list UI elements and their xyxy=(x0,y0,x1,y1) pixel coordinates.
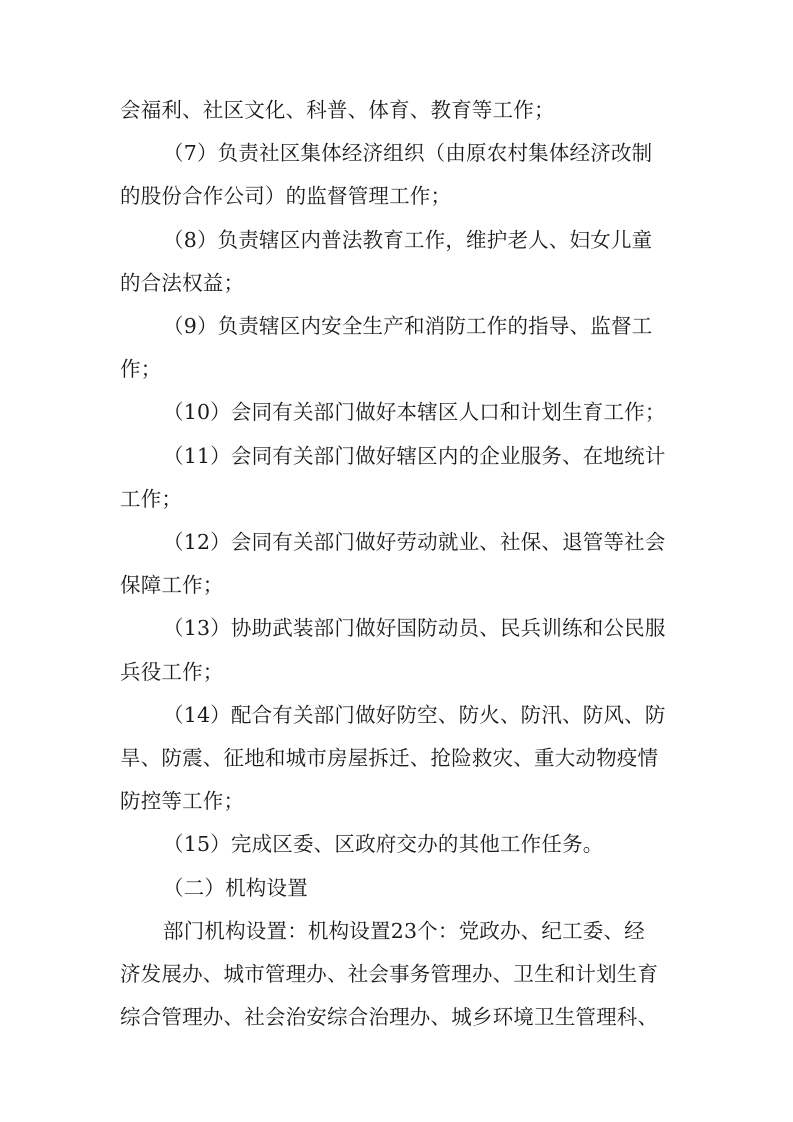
text-line: （11）会同有关部门做好辖区内的企业服务、在地统计 xyxy=(163,444,666,468)
text-line: （10）会同有关部门做好本辖区人口和计划生育工作； xyxy=(163,400,666,424)
section-heading: （二）机构设置 xyxy=(163,876,308,900)
text-line: 部门机构设置：机构设置23个：党政办、纪工委、经 xyxy=(163,919,645,943)
text-line: 作； xyxy=(120,357,162,381)
text-line: 旱、防震、征地和城市房屋拆迁、抢险救灾、重大动物疫情 xyxy=(120,746,659,770)
text-line: 兵役工作； xyxy=(120,660,224,684)
text-line: 工作； xyxy=(120,487,183,511)
text-line: 的股份合作公司）的监督管理工作； xyxy=(120,184,452,208)
text-line: （8）负责辖区内普法教育工作，维护老人、妇女儿童 xyxy=(163,228,653,252)
text-line: （7）负责社区集体经济组织（由原农村集体经济改制 xyxy=(163,141,653,165)
text-line: （9）负责辖区内安全生产和消防工作的指导、监督工 xyxy=(163,314,653,338)
text-line: （14）配合有关部门做好防空、防火、防汛、防风、防 xyxy=(163,703,666,727)
text-line: （15）完成区委、区政府交办的其他工作任务。 xyxy=(163,832,604,856)
text-line: （12）会同有关部门做好劳动就业、社保、退管等社会 xyxy=(163,530,666,554)
text-line: 综合管理办、社会治安综合治理办、城乡环境卫生管理科、 xyxy=(120,1005,659,1029)
text-line: 济发展办、城市管理办、社会事务管理办、卫生和计划生育 xyxy=(120,962,659,986)
text-line: 防控等工作； xyxy=(120,789,245,813)
text-line: 会福利、社区文化、科普、体育、教育等工作； xyxy=(120,98,555,122)
text-line: 的合法权益； xyxy=(120,271,245,295)
text-line: （13）协助武装部门做好国防动员、民兵训练和公民服 xyxy=(163,616,666,640)
text-line: 保障工作； xyxy=(120,573,224,597)
